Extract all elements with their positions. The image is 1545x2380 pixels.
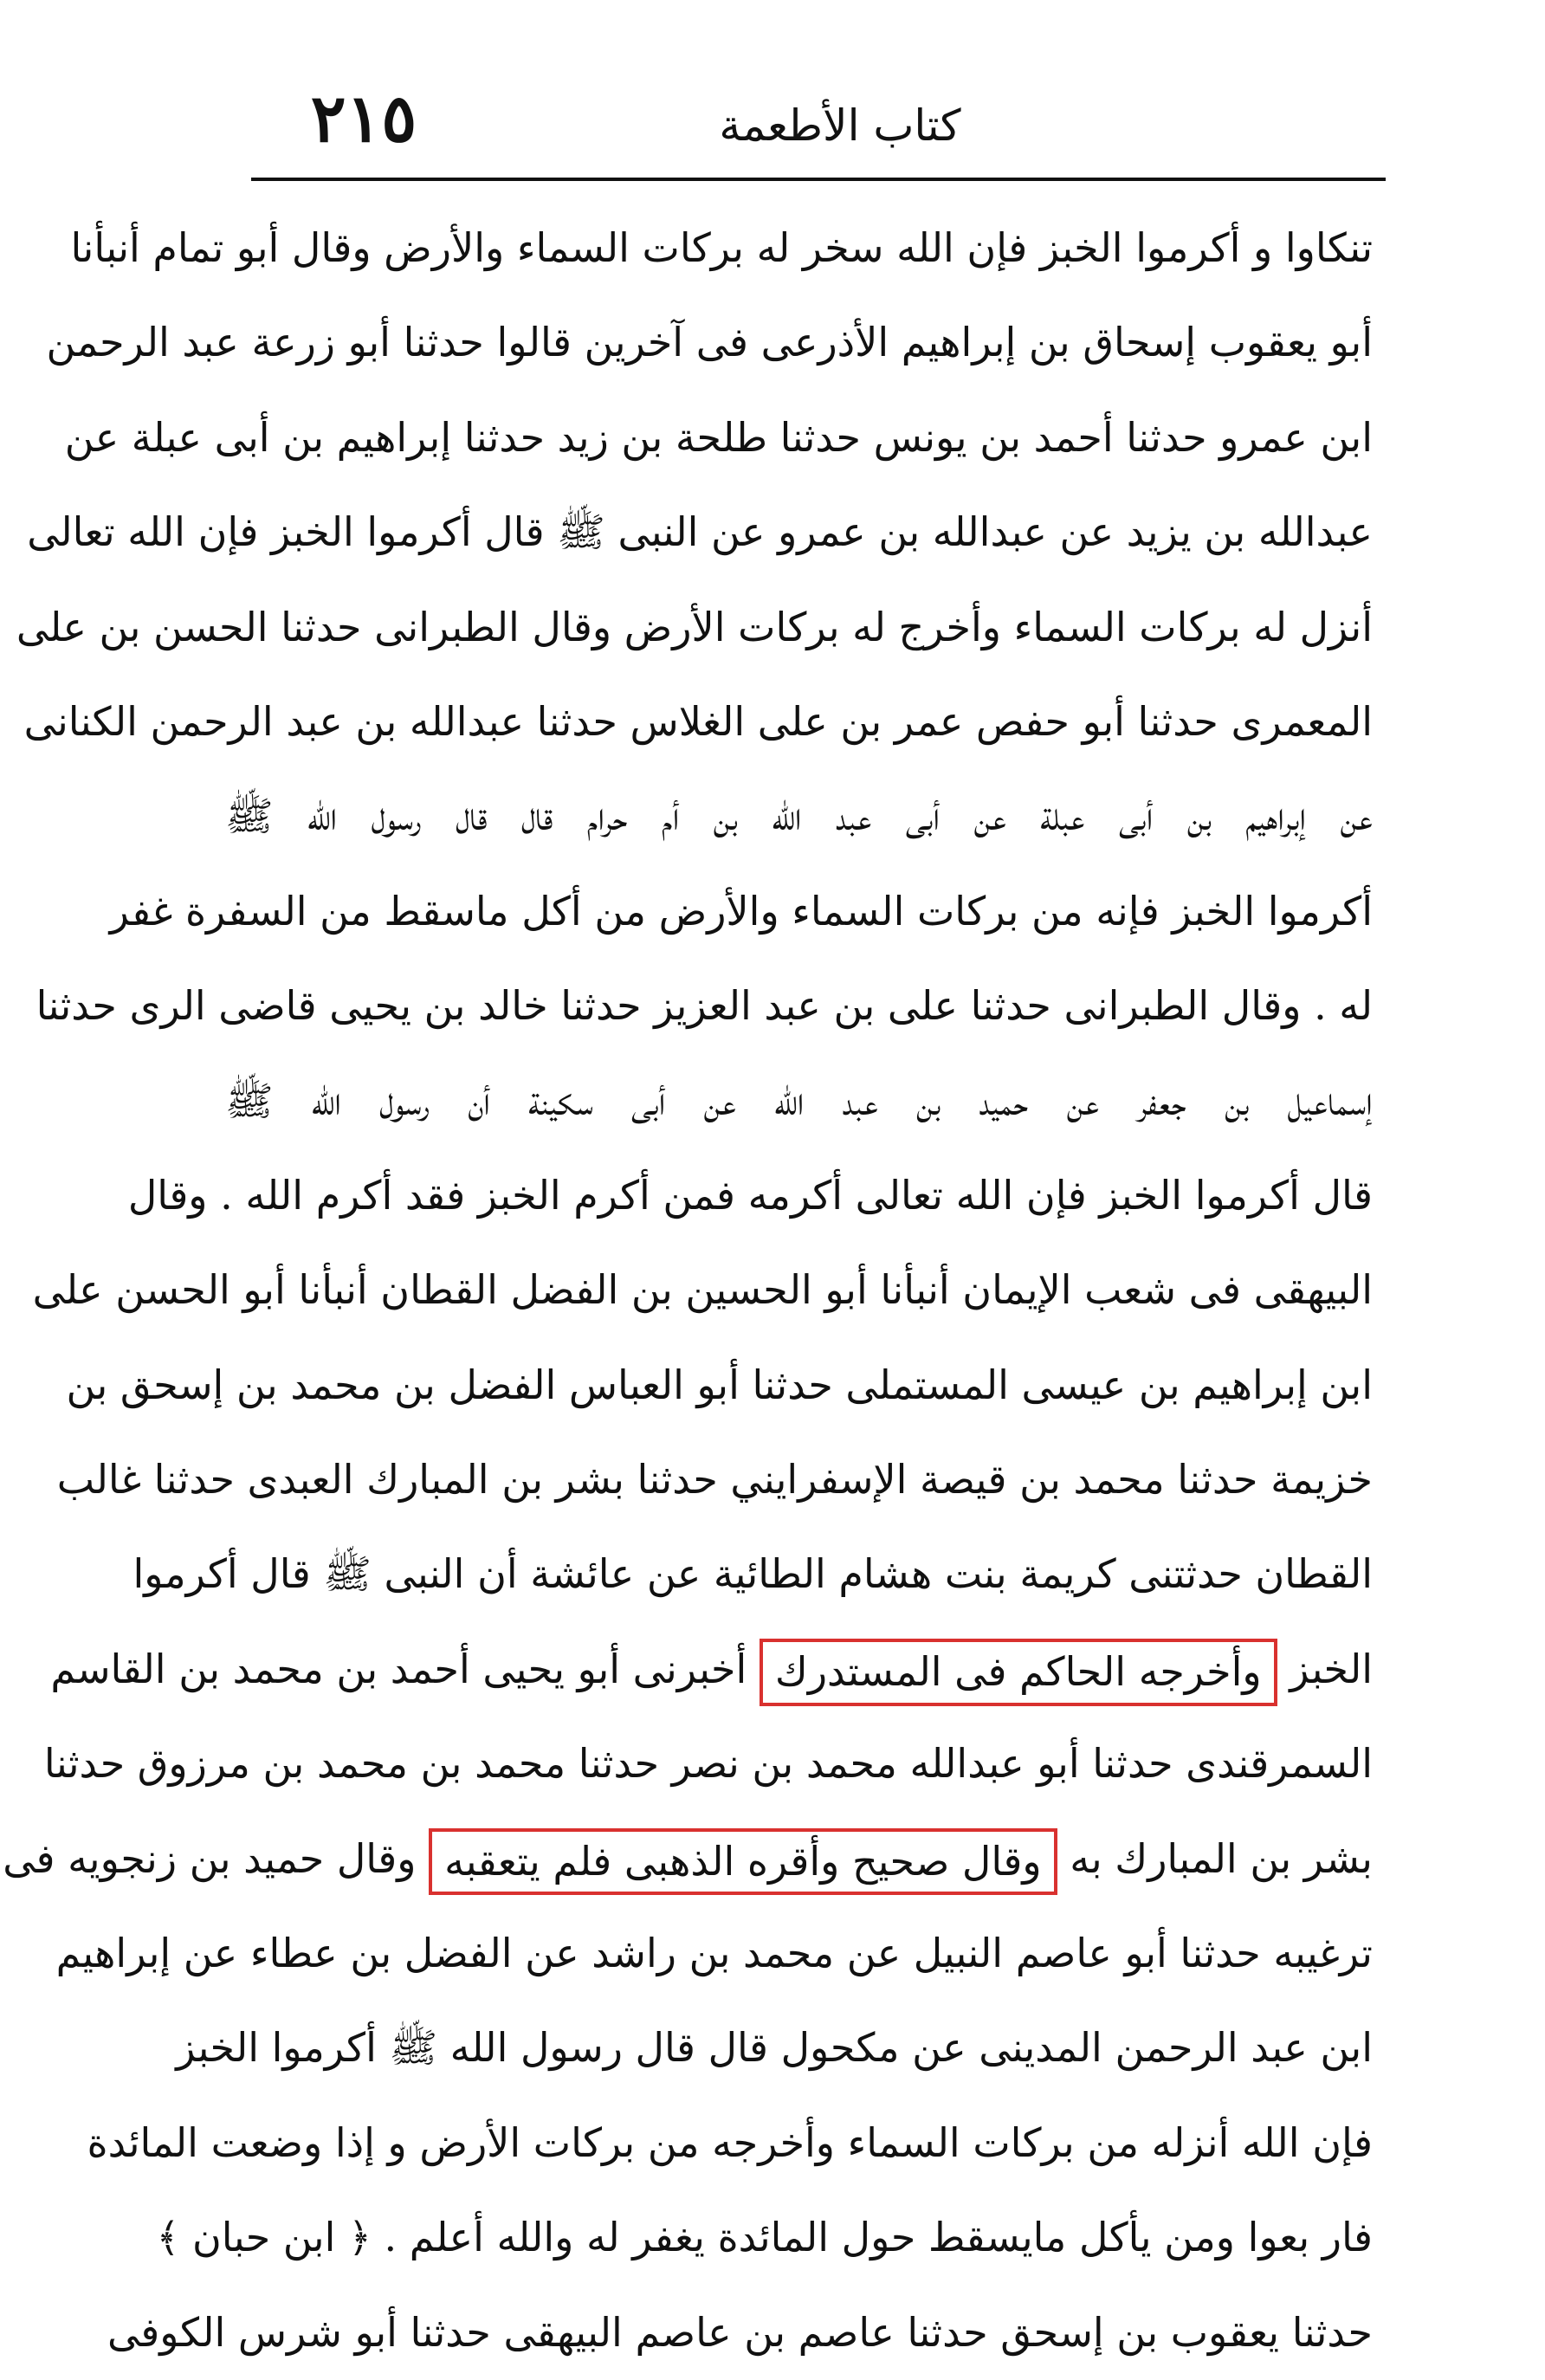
line-text: بشر بن المبارك به (1070, 1834, 1373, 1882)
line-text: ابن عبد الرحمن المدينى عن مكحول قال قال رسول الله ﷺ أكرموا الخبز (176, 2024, 1373, 2072)
line-text: عبدالله بن يزيد عن عبدالله بن عمرو عن النبى ﷺ قال أكرموا الخبز فإن الله تعالى (27, 508, 1373, 556)
text-line (55, 1906, 1373, 2001)
line-text: خزيمة حدثنا محمد بن قيصة الإسفرايني حدثنا بشر بن المبارك العبدى حدثنا غالب (56, 1456, 1373, 1504)
line-text: أكرموا الخبز فإنه من بركات السماء والأرض من أكل ماسقط من السفرة غفر (109, 887, 1373, 935)
running-title: كتاب الأطعمة (719, 100, 961, 151)
text-line (16, 580, 1373, 675)
header-rule (251, 178, 1386, 181)
highlight-box: وقال صحيح وأقره الذهبى فلم يتعقبه (429, 1828, 1057, 1896)
text-line (156, 2190, 1373, 2285)
line-text: أنزل له بركات السماء وأخرج له بركات الأرض وقال الطبرانى حدثنا الحسن بن على (16, 603, 1373, 650)
line-text: السمرقندى حدثنا أبو عبدالله محمد بن نصر حدثنا محمد بن محمد بن مرزوق حدثنا (43, 1740, 1373, 1788)
line-text: تنكاوا و أكرموا الخبز فإن الله سخر له بركات السماء والأرض وقال أبو تمام أنبأنا (70, 224, 1373, 271)
line-text: الخبز (1290, 1645, 1373, 1692)
text-line (32, 1243, 1373, 1337)
line-text: القطان حدثتنى كريمة بنت هشام الطائية عن عائشة أن النبى ﷺ قال أكرموا (133, 1550, 1373, 1598)
line-text: البيهقى فى شعب الإيمان أنبأنا أبو الحسين بن الفضل القطان أنبأنا أبو الحسن على (32, 1266, 1373, 1314)
text-line (50, 1622, 1373, 1717)
line-text: المعمرى حدثنا أبو حفص عمر بن على الغلاس حدثنا عبدالله بن عبد الرحمن الكنانى (23, 697, 1373, 745)
text-line (87, 2096, 1373, 2190)
text-line (176, 2001, 1373, 2095)
text-line (23, 675, 1373, 769)
highlight-box: وأخرجه الحاكم فى المستدرك (760, 1639, 1277, 1706)
text-line (36, 959, 1373, 1053)
line-text: أبو يعقوب إسحاق بن إبراهيم الأذرعى فى آخرين قالوا حدثنا أبو زرعة عبد الرحمن (46, 319, 1373, 366)
text-line (133, 1527, 1373, 1621)
text-line (127, 1148, 1373, 1243)
line-text: فار بعوا ومن يأكل مايسقط حول المائدة يغفر له والله أعلم . ﴿ ابن حبان ﴾ (156, 2214, 1373, 2261)
text-line (56, 1433, 1373, 1527)
line-text-after: وقال حميد بن زنجويه فى (3, 1834, 417, 1882)
line-text: فإن الله أنزله من بركات السماء وأخرجه من بركات الأرض و إذا وضعت المائدة (87, 2118, 1373, 2166)
text-line (46, 295, 1373, 390)
text-line (70, 201, 1373, 295)
line-text: حدثنا يعقوب بن إسحق حدثنا عاصم بن عاصم البيهقى حدثنا أبو شرس الكوفى (107, 2308, 1373, 2356)
text-line (225, 1054, 1373, 1148)
text-line (3, 1812, 1373, 1906)
body-text (3, 201, 1373, 2380)
text-line (107, 2286, 1373, 2380)
page-number: ٢١٥ (310, 80, 417, 157)
text-line (27, 485, 1373, 579)
line-text: ابن إبراهيم بن عيسى المستملى حدثنا أبو العباس الفضل بن محمد بن إسحق بن (66, 1361, 1373, 1408)
line-text: عن إبراهيم بن أبى عبلة عن أبى عبد الله بن أم حرام قال قال رسول الله ﷺ (225, 792, 1373, 840)
text-line (64, 391, 1373, 485)
text-line (66, 1338, 1373, 1433)
line-text: قال أكرموا الخبز فإن الله تعالى أكرمه فمن أكرم الخبز فقد أكرم الله . وقال (127, 1171, 1373, 1219)
text-line (109, 864, 1373, 959)
line-text: إسماعيل بن جعفر عن حميد بن عبد الله عن أبى سكينة أن رسول الله ﷺ (225, 1077, 1373, 1124)
text-line (43, 1717, 1373, 1811)
line-text: ابن عمرو حدثنا أحمد بن يونس حدثنا طلحة بن زيد حدثنا إبراهيم بن أبى عبلة عن (64, 413, 1373, 461)
text-line (225, 769, 1373, 863)
line-text: ترغيبه حدثنا أبو عاصم النبيل عن محمد بن راشد عن الفضل بن عطاء عن إبراهيم (55, 1930, 1373, 1977)
line-text: له . وقال الطبرانى حدثنا على بن عبد العزيز حدثنا خالد بن يحيى قاضى الرى حدثنا (36, 982, 1373, 1030)
line-text-after: أخبرنى أبو يحيى أحمد بن محمد بن القاسم (50, 1645, 747, 1692)
